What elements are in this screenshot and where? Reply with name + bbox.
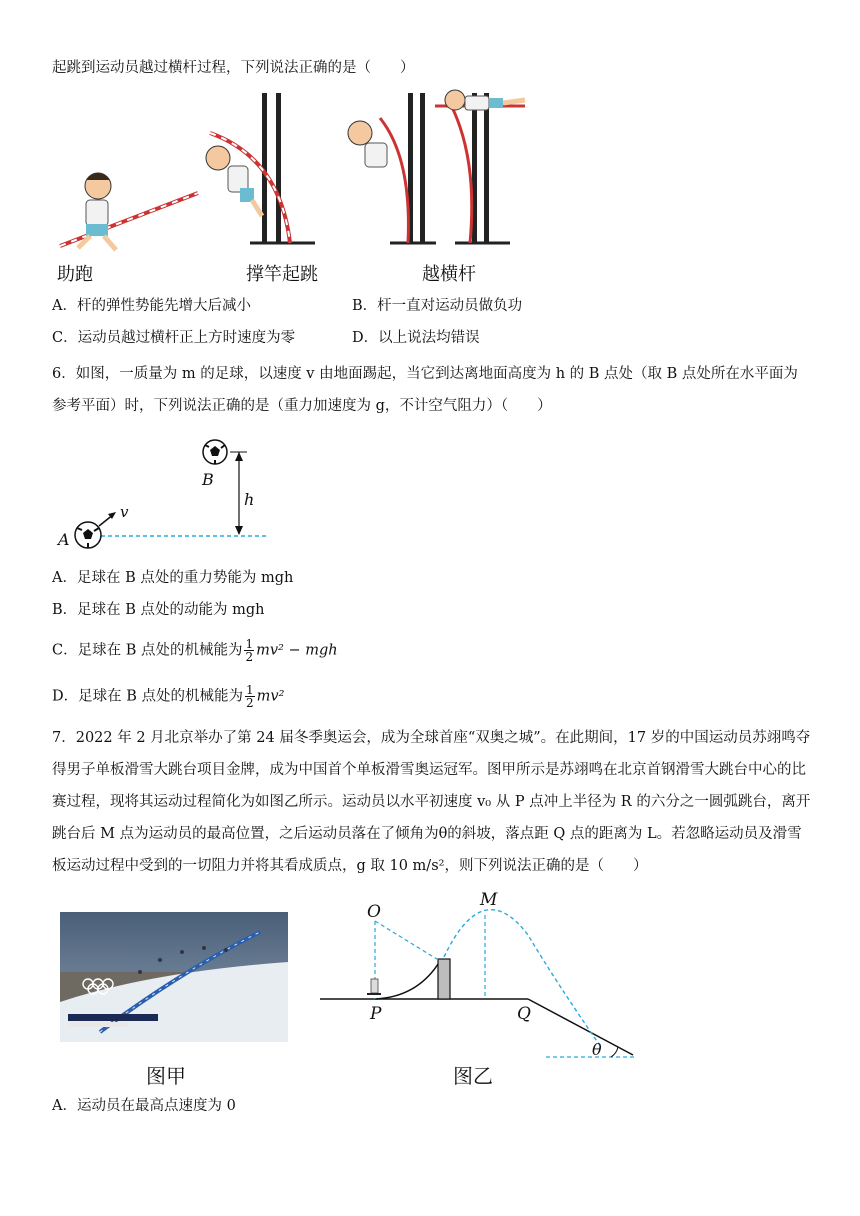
football-b-icon [203, 440, 227, 464]
caption-run-up: 助跑 [57, 264, 93, 285]
q5-option-c: C．运动员越过横杆正上方时速度为零 [52, 330, 296, 346]
label-p: P [370, 1004, 382, 1024]
caption-figure-yi: 图乙 [453, 1064, 493, 1088]
label-m: M [480, 890, 498, 910]
fraction-half: $\frac{1}{2}$ [246, 683, 254, 710]
label-theta: θ [592, 1040, 602, 1059]
football-figure [52, 430, 292, 555]
caption-figure-jia: 图甲 [146, 1064, 186, 1088]
q6-option-c-prefix: C．足球在 B 点处的机械能为 [52, 642, 243, 659]
ski-jump-photo [60, 912, 288, 1042]
q7-option-a: A．运动员在最高点速度为 0 [52, 1098, 236, 1114]
label-h: h [244, 490, 255, 509]
q6-option-d [52, 684, 284, 709]
label-v: v [120, 503, 129, 521]
q6-option-b: B．足球在 B 点处的动能为 mgh [52, 602, 265, 618]
fraction-half: $\frac{1}{2}$ [245, 637, 254, 664]
q5-option-d: D．以上说法均错误 [352, 330, 480, 346]
skier-icon [367, 979, 381, 994]
pole-vault-figure [40, 88, 560, 288]
q6-option-c-expr: mv² − mgh [256, 642, 338, 659]
q6-stem: 6．如图，一质量为 m 的足球，以速度 v 由地面踢起，当它到达离地面高度为 h 的 B 点处（取 B 点处所在水平面为参考平面）时，下列说法正确的是（重力加速度为 g，不计空气阻力）（ ） [52, 366, 798, 414]
q6-option-c [52, 638, 338, 663]
label-a: A [58, 530, 70, 549]
football-a-icon [75, 522, 101, 548]
label-b: B [202, 470, 214, 489]
runner-illustration [60, 173, 198, 250]
q7-stem: 7．2022 年 2 月北京举办了第 24 届冬季奥运会，成为全球首座“双奥之城”。在此期间，17 岁的中国运动员苏翊鸣夺得男子单板滑雪大跳台项目金牌，成为中国首个单板滑雪奥运冠军。图甲所示是苏翊鸣在北京首钢滑雪大跳台中心的比赛过程，现将其运动过程简化为如图乙所示。运动员以水平初速度 v₀ 从 P 点冲上半径为 R 的六分之一圆弧跳台，离开跳台后 M 点为运动员的最高位置，之后运动员落在了倾角为θ的斜坡，落点距 Q 点的距离为 L。若忽略运动员及滑雪板运动过程中受到的一切阻力并将其看成质点，g 取 10 m/s²，则下列说法正确的是（ ） [52, 730, 811, 874]
bar-clearance-illustration [348, 90, 525, 243]
caption-bar-clearance: 越横杆 [422, 264, 476, 285]
q6-option-d-expr: mv² [256, 688, 285, 705]
q5-option-a: A．杆的弹性势能先增大后减小 [52, 298, 251, 314]
label-q: Q [517, 1004, 531, 1024]
q5-stem-tail: 起跳到运动员越过横杆过程，下列说法正确的是（ ） [52, 60, 415, 76]
caption-takeoff: 撑竿起跳 [246, 264, 318, 285]
q6-option-d-prefix: D．足球在 B 点处的机械能为 [52, 688, 243, 705]
takeoff-illustration [206, 93, 315, 243]
label-o: O [367, 902, 381, 922]
q5-option-b: B．杆一直对运动员做负功 [352, 298, 523, 314]
q6-option-a: A．足球在 B 点处的重力势能为 mgh [52, 570, 294, 586]
